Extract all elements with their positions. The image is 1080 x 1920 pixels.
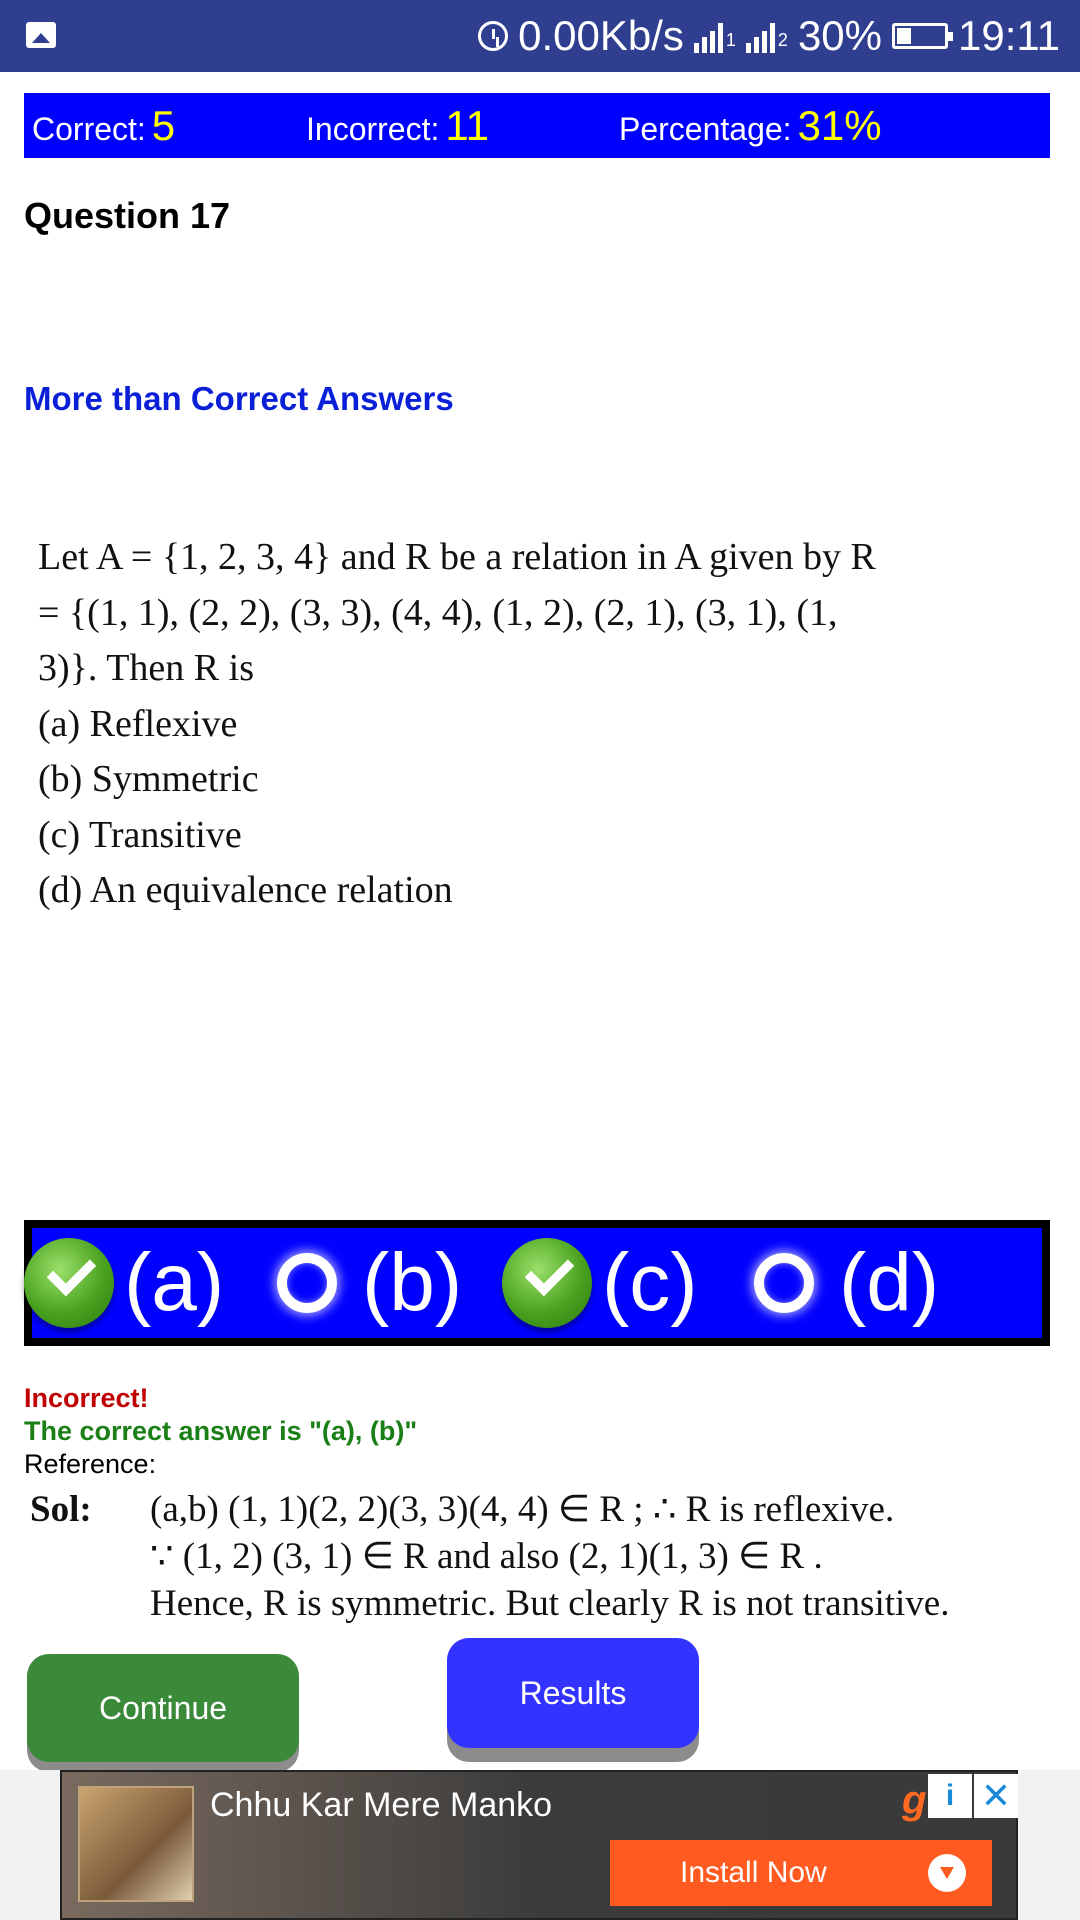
question-option-c-text: (c) Transitive (38, 813, 242, 856)
correct-answer-text: The correct answer is "(a), (b)" (24, 1416, 418, 1446)
clock-time: 19:11 (958, 12, 1060, 59)
percentage-value: 31% (797, 102, 882, 149)
percentage-score (619, 93, 882, 158)
signal-sim1-icon (694, 19, 736, 53)
question-line: Let A = {1, 2, 3, 4} and R be a relation in A given by R (38, 536, 876, 578)
checked-icon (502, 1238, 592, 1328)
answer-feedback (24, 1382, 417, 1481)
question-line: 3)}. Then R is (38, 647, 254, 689)
alarm-clock-icon (478, 21, 508, 51)
option-d-checkbox[interactable] (739, 1228, 939, 1338)
solution-line: (a,b) (1, 1)(2, 2)(3, 3)(4, 4) ∈ R ; ∴ R is reflexive. (150, 1489, 895, 1530)
unchecked-circle-icon (754, 1253, 814, 1313)
solution-line: ∵ (1, 2) (3, 1) ∈ R and also (2, 1)(1, 3) ∈ R . (150, 1536, 823, 1577)
signal-sim2-icon (746, 19, 788, 53)
reference-label: Reference: (24, 1449, 157, 1479)
incorrect-score (306, 93, 489, 158)
answer-options-bar (24, 1220, 1050, 1346)
ad-info-icon[interactable]: i (928, 1774, 972, 1818)
ad-banner[interactable] (60, 1770, 1018, 1920)
correct-label: Correct: (32, 111, 146, 147)
option-c-label: (c) (602, 1237, 698, 1328)
ad-close-icon[interactable]: ✕ (974, 1774, 1018, 1818)
network-speed: 0.00Kb/s (518, 12, 684, 59)
option-c-checkbox[interactable] (502, 1228, 698, 1338)
battery-icon (892, 23, 948, 49)
solution-line: Hence, R is symmetric. But clearly R is not transitive. (150, 1583, 950, 1624)
ad-title[interactable]: Chhu Kar Mere Manko (210, 1786, 553, 1824)
status-bar (0, 0, 1080, 72)
question-option-d-text: (d) An equivalence relation (38, 869, 453, 911)
battery-percentage: 30% (797, 12, 882, 59)
option-b-checkbox[interactable] (262, 1228, 462, 1338)
question-type-heading: More than Correct Answers (24, 380, 454, 417)
status-right (478, 0, 1060, 72)
option-b-label: (b) (362, 1237, 463, 1328)
score-bar (24, 93, 1050, 158)
ad-badge-icon: g (902, 1778, 927, 1822)
incorrect-label: Incorrect: (306, 111, 440, 147)
results-button[interactable]: Results (447, 1638, 699, 1748)
continue-button[interactable]: Continue (27, 1654, 299, 1762)
unchecked-circle-icon (277, 1253, 337, 1313)
correct-value: 5 (151, 102, 176, 149)
percentage-label: Percentage: (619, 111, 792, 147)
question-title: Question 17 (24, 195, 231, 236)
solution-label: Sol: (30, 1489, 92, 1530)
option-a-label: (a) (124, 1237, 225, 1328)
question-line: = {(1, 1), (2, 2), (3, 3), (4, 4), (1, 2), (2, 1), (3, 1), (1, (38, 591, 838, 634)
sim1-label: 1 (725, 30, 736, 50)
checked-icon (24, 1238, 114, 1328)
gallery-notification-icon (26, 22, 56, 48)
question-text (38, 530, 998, 919)
result-status: Incorrect! (24, 1383, 149, 1413)
question-option-a-text: (a) Reflexive (38, 702, 238, 745)
install-now-button[interactable] (610, 1840, 992, 1906)
ad-thumbnail-image[interactable] (78, 1786, 194, 1902)
incorrect-value: 11 (445, 102, 489, 149)
option-d-label: (d) (839, 1237, 940, 1328)
download-icon (928, 1854, 966, 1892)
sim2-label: 2 (777, 30, 788, 50)
install-now-label: Install Now (680, 1856, 827, 1889)
correct-score (32, 93, 175, 158)
question-option-b-text: (b) Symmetric (38, 758, 259, 800)
option-a-checkbox[interactable] (24, 1228, 224, 1338)
